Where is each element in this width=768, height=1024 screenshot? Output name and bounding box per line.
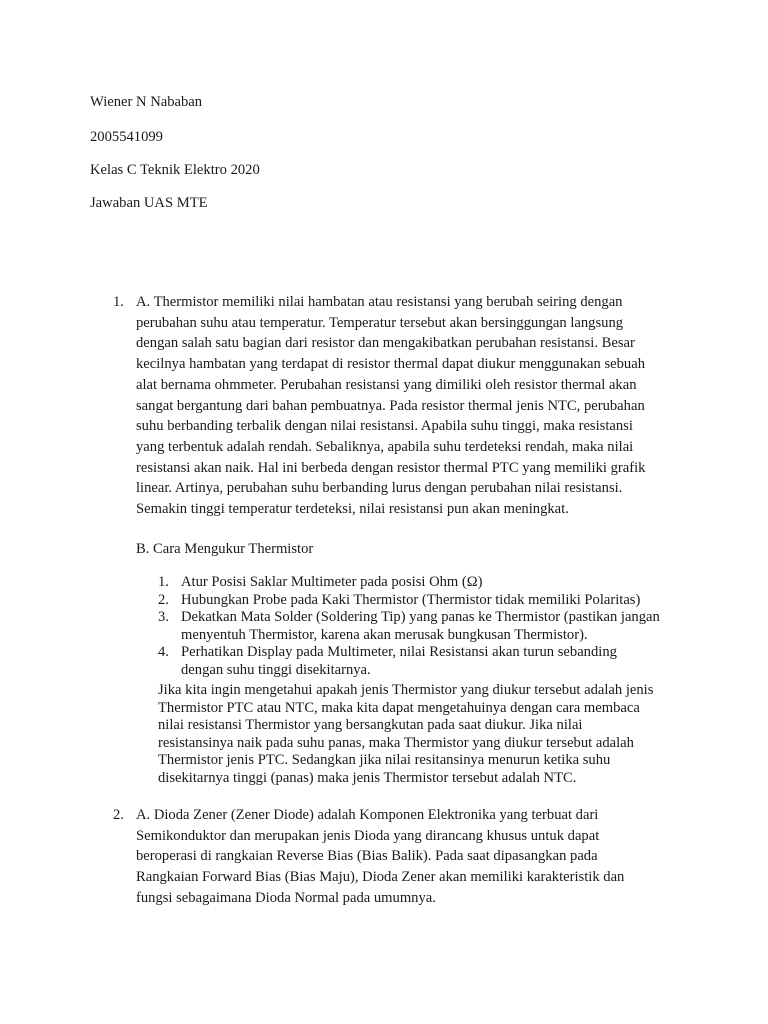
paragraph-line: Rangkaian Forward Bias (Bias Maju), Dioda Zener akan memiliki karakteristik dan	[136, 869, 625, 886]
paragraph-line: perubahan suhu atau temperatur. Temperatur tersebut akan bersinggungan langsung	[136, 314, 624, 331]
paragraph-line: Semakin tinggi temperatur terdeteksi, nilai resistansi pun akan meningkat.	[136, 501, 569, 518]
step-text: dengan suhu tinggi disekitarnya.	[181, 661, 371, 678]
paragraph-line: Thermistor jenis PTC. Sedangkan jika nilai resitansinya menurun ketika suhu	[158, 752, 611, 768]
step-number: 4.	[158, 644, 169, 660]
step-text: Dekatkan Mata Solder (Soldering Tip) yang panas ke Thermistor (pastikan jangan	[181, 609, 660, 625]
question-2-part-a	[136, 805, 676, 909]
paragraph-line: alat bernama ohmmeter. Perubahan resistansi yang dimiliki oleh resistor thermal akan	[136, 376, 637, 393]
step-text: Hubungkan Probe pada Kaki Thermistor (Thermistor tidak memiliki Polaritas)	[181, 591, 641, 608]
step-text: menyentuh Thermistor, karena akan merusak bungkusan Thermistor).	[181, 626, 588, 643]
step-text: Atur Posisi Saklar Multimeter pada posisi Ohm (Ω)	[181, 574, 483, 590]
step-number: 2.	[158, 591, 169, 608]
question-1-part-a	[136, 292, 676, 520]
step-item	[158, 574, 688, 592]
paragraph-line: kecilnya hambatan yang terdapat di resistor thermal dapat diukur menggunakan sebuah	[136, 356, 645, 373]
paragraph-line: resistansinya naik pada suhu panas, maka Thermistor yang diukur tersebut adalah	[158, 734, 634, 751]
paragraph-line: Semikonduktor dan merupakan jenis Dioda yang dirancang khusus untuk dapat	[136, 827, 600, 844]
paragraph-line: disekitarnya tinggi (panas) maka jenis Thermistor tersebut adalah NTC.	[158, 769, 577, 786]
paragraph-line: A. Thermistor memiliki nilai hambatan atau resistansi yang berubah seiring dengan	[136, 294, 623, 310]
paragraph-line: beroperasi di rangkaian Reverse Bias (Bias Balik). Pada saat dipasangkan pada	[136, 848, 598, 865]
step-text: Perhatikan Display pada Multimeter, nilai Resistansi akan turun sebanding	[181, 644, 617, 660]
question-1-part-b-steps	[158, 574, 688, 679]
class-info: Kelas C Teknik Elektro 2020	[90, 162, 260, 178]
paragraph-line: sangat bergantung dari bahan pembuatnya. Pada resistor thermal jenis NTC, perubahan	[136, 397, 645, 414]
step-item	[158, 592, 688, 610]
question-1-part-b-title: B. Cara Mengukur Thermistor	[136, 541, 314, 557]
paragraph-line: yang terbentuk adalah rendah. Sebaliknya, apabila suhu terdeteksi rendah, maka nilai	[136, 438, 634, 455]
step-item	[158, 609, 688, 644]
step-number: 3.	[158, 609, 169, 625]
question-1-part-b-note	[158, 682, 653, 787]
question-2-number: 2.	[113, 807, 124, 823]
document-title: Jawaban UAS MTE	[90, 195, 208, 211]
paragraph-line: dengan salah satu bagian dari resistor dan mengakibatkan perubahan resistansi. Besar	[136, 335, 635, 352]
step-number: 1.	[158, 574, 169, 590]
paragraph-line: Jika kita ingin mengetahui apakah jenis Thermistor yang diukur tersebut adalah jenis	[158, 682, 654, 698]
paragraph-line: suhu berbanding terbalik dengan nilai resistansi. Apabila suhu tinggi, maka resistansi	[136, 418, 633, 435]
student-id: 2005541099	[90, 129, 163, 145]
author-name: Wiener N Nababan	[90, 94, 203, 110]
paragraph-line: resistansi akan naik. Hal ini berbeda dengan resistor thermal PTC yang memiliki grafik	[136, 459, 646, 476]
paragraph-line: A. Dioda Zener (Zener Diode) adalah Komponen Elektronika yang terbuat dari	[136, 807, 599, 823]
question-1-number: 1.	[113, 294, 124, 310]
step-item	[158, 644, 688, 679]
paragraph-line: Thermistor PTC atau NTC, maka kita dapat mengetahuinya dengan cara membaca	[158, 699, 640, 716]
paragraph-line: nilai resistansi Thermistor yang bersangkutan pada saat diukur. Jika nilai	[158, 717, 583, 733]
paragraph-line: fungsi sebagaimana Dioda Normal pada umumnya.	[136, 889, 436, 906]
paragraph-line: linear. Artinya, perubahan suhu berbanding lurus dengan perubahan nilai resistansi.	[136, 480, 623, 497]
